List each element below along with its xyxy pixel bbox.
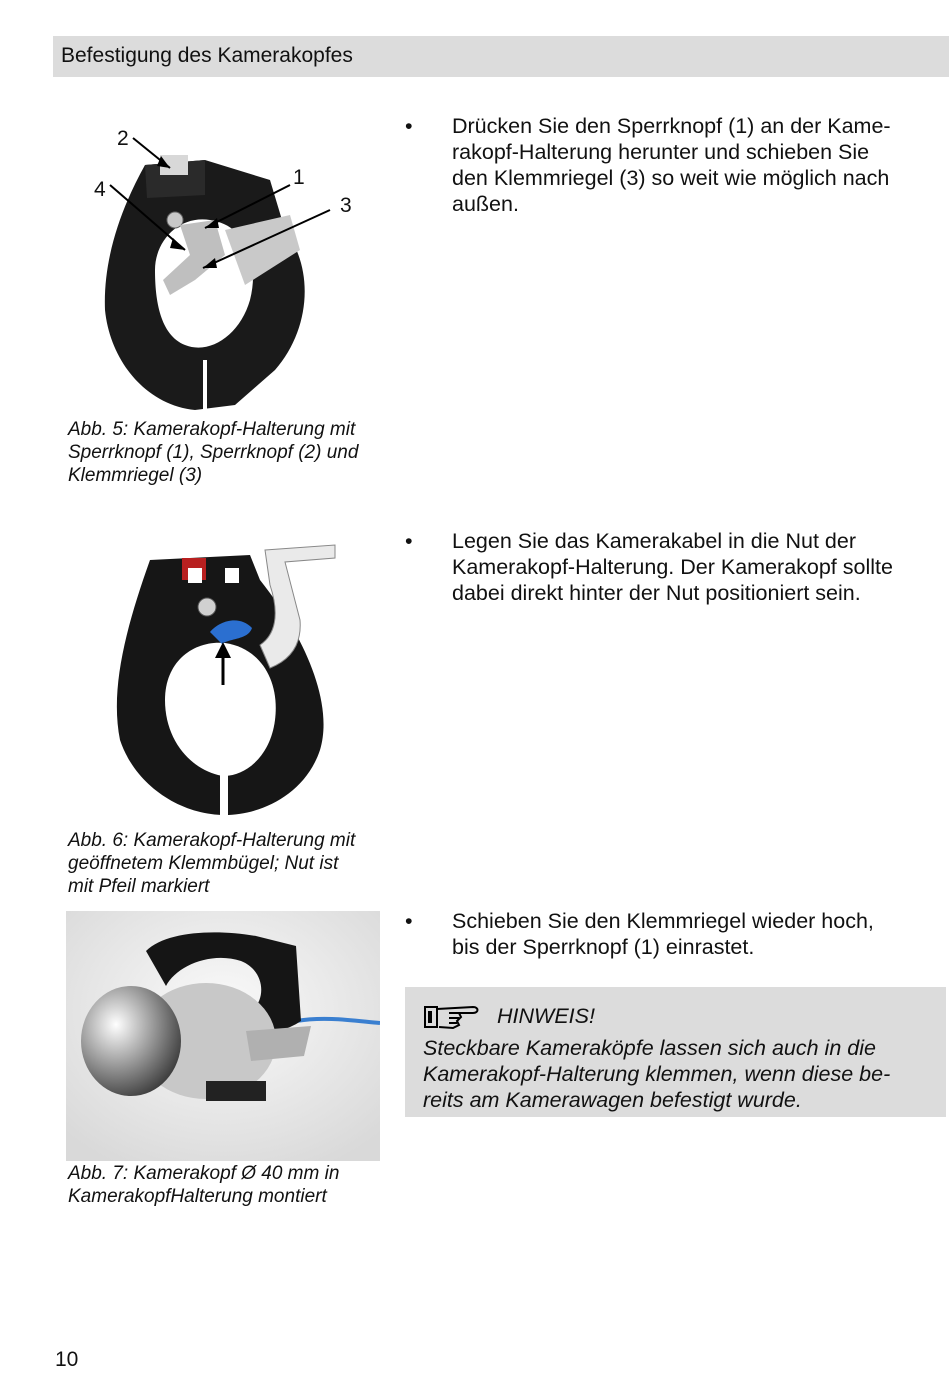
figure-5-image: [85, 120, 345, 415]
page-number: 10: [55, 1348, 79, 1371]
step-line: den Klemmriegel (3) so weit wie möglich nach: [452, 166, 890, 190]
step-line: Schieben Sie den Klemmriegel wieder hoch,: [452, 909, 874, 933]
bullet-point: •: [405, 114, 413, 138]
step-line: außen.: [452, 192, 519, 216]
step-line: Kamerakopf-Halterung. Der Kamerakopf sollte: [452, 555, 893, 579]
note-line: reits am Kamerawagen befestigt wurde.: [423, 1088, 802, 1112]
step-2: [405, 528, 925, 606]
caption-line: Klemmriegel (3): [68, 465, 203, 486]
caption-line: Abb. 6: Kamerakopf-Halterung mit: [68, 830, 356, 851]
step-line: rakopf-Halterung herunter und schieben Sie: [452, 140, 870, 164]
caption-line: Abb. 7: Kamerakopf Ø 40 mm in: [68, 1163, 340, 1184]
pointing-hand-icon: [423, 1001, 481, 1031]
figure-5-label-1: 1: [293, 166, 305, 189]
figure-6-image: [110, 540, 340, 820]
figure-5-label-2: 2: [117, 127, 129, 150]
section-header: [53, 36, 949, 77]
figure-5-label-3: 3: [340, 194, 352, 217]
note-title: HINWEIS!: [497, 1004, 595, 1028]
note-line: Steckbare Kameraköpfe lassen sich auch in die: [423, 1036, 876, 1060]
caption-line: Sperrknopf (1), Sperrknopf (2) und: [68, 442, 359, 463]
figure-6-caption: [68, 829, 388, 898]
figure-7-image: [66, 911, 380, 1161]
caption-line: Abb. 5: Kamerakopf-Halterung mit: [68, 419, 356, 440]
bullet-point: •: [405, 529, 413, 553]
step-3: [405, 908, 925, 960]
note-box: [405, 987, 946, 1117]
caption-line: KamerakopfHalterung montiert: [68, 1186, 327, 1207]
figure-5-label-4: 4: [94, 178, 106, 201]
caption-line: mit Pfeil markiert: [68, 876, 210, 897]
bullet-point: •: [405, 909, 413, 933]
step-line: Legen Sie das Kamerakabel in die Nut der: [452, 529, 856, 553]
note-line: Kamerakopf-Halterung klemmen, wenn diese be-: [423, 1062, 891, 1086]
section-title: Befestigung des Kamerakopfes: [61, 44, 353, 67]
step-line: dabei direkt hinter der Nut positioniert sein.: [452, 581, 861, 605]
caption-line: geöffnetem Klemmbügel; Nut ist: [68, 853, 339, 874]
step-line: bis der Sperrknopf (1) einrastet.: [452, 935, 755, 959]
step-line: Drücken Sie den Sperrknopf (1) an der Kame-: [452, 114, 891, 138]
step-1: [405, 113, 925, 217]
figure-5-caption: [68, 418, 388, 487]
figure-7-caption: [68, 1162, 388, 1208]
